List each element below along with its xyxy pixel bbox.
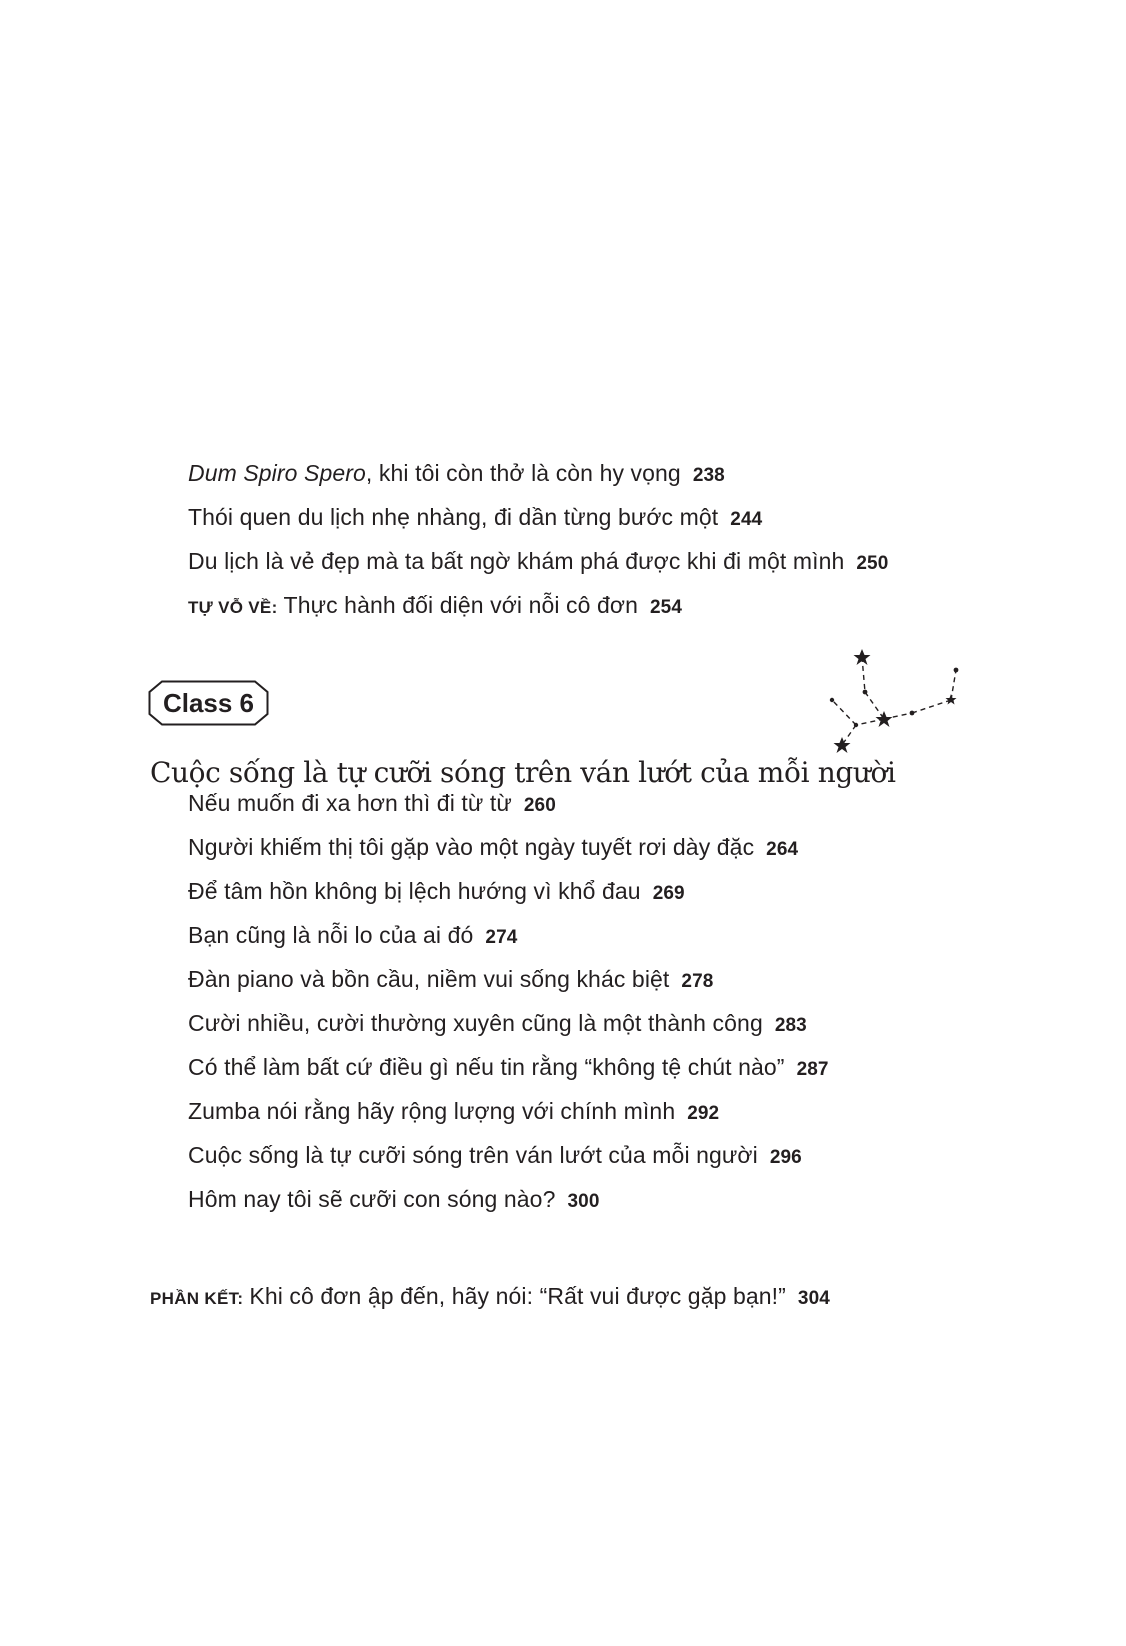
toc-entry (188, 502, 762, 535)
entry-page-number: 292 (687, 1103, 720, 1124)
entry-title: Cười nhiều, cười thường xuyên cũng là một thành công (188, 1010, 763, 1036)
toc-entry (188, 1140, 802, 1173)
entry-page-number: 260 (523, 795, 556, 816)
entry-title: Zumba nói rằng hãy rộng lượng với chính mình (188, 1098, 676, 1124)
entry-label: PHẦN KẾT: (150, 1289, 244, 1308)
entry-page-number: 287 (796, 1059, 829, 1080)
toc-entry-dum-spiro-spero (188, 458, 725, 491)
entry-title: Người khiếm thị tôi gặp vào một ngày tuyết rơi dày đặc (188, 834, 755, 860)
entry-page-number: 274 (485, 927, 518, 948)
constellation-icon (800, 640, 970, 760)
toc-entry (188, 1096, 719, 1129)
toc-entry (188, 546, 888, 579)
entry-title: Cuộc sống là tự cưỡi sóng trên ván lướt của mỗi người (188, 1142, 758, 1168)
entry-title: Có thể làm bất cứ điều gì nếu tin rằng “không tệ chút nào” (188, 1054, 785, 1080)
chapter-title: Cuộc sống là tự cưỡi sóng trên ván lướt của mỗi người (150, 756, 896, 789)
entry-title: Thói quen du lịch nhẹ nhàng, đi dần từng bước một (188, 504, 719, 530)
entry-page-number: 278 (681, 971, 714, 992)
entry-title: Bạn cũng là nỗi lo của ai đó (188, 922, 474, 948)
entry-title: , khi tôi còn thở là còn hy vọng (365, 460, 681, 486)
entry-title: Hôm nay tôi sẽ cưỡi con sóng nào? (188, 1186, 556, 1212)
entry-title: Thực hành đối diện với nỗi cô đơn (283, 592, 639, 618)
entry-title: Đàn piano và bồn cầu, niềm vui sống khác biệt (188, 966, 670, 992)
toc-entry-epilogue (150, 1281, 830, 1314)
toc-entry (188, 832, 798, 865)
entry-title: Để tâm hồn không bị lệch hướng vì khổ đau (188, 878, 641, 904)
toc-entry (188, 1052, 829, 1085)
toc-entry (188, 1184, 600, 1217)
class-badge-label: Class 6 (162, 688, 255, 718)
toc-entry (188, 788, 556, 821)
toc-entry-self-soothing (188, 590, 682, 623)
toc-entry (188, 964, 713, 997)
toc-entry (188, 920, 517, 953)
entry-title: Khi cô đơn ập đến, hãy nói: “Rất vui được gặp bạn!” (249, 1283, 786, 1309)
entry-title: Nếu muốn đi xa hơn thì đi từ từ (188, 790, 512, 816)
entry-page-number: 269 (652, 883, 685, 904)
toc-entry (188, 876, 685, 909)
entry-page-number: 250 (856, 553, 889, 574)
entry-page-number: 296 (769, 1147, 802, 1168)
entry-page-number: 244 (730, 509, 763, 530)
entry-page-number: 304 (797, 1288, 830, 1309)
entry-page-number: 300 (567, 1191, 600, 1212)
entry-page-number: 283 (774, 1015, 807, 1036)
entry-page-number: 254 (650, 597, 683, 618)
class-badge (148, 680, 269, 726)
entry-title: Du lịch là vẻ đẹp mà ta bất ngờ khám phá được khi đi một mình (188, 548, 845, 574)
entry-page-number: 264 (766, 839, 799, 860)
entry-label: TỰ VỖ VỀ: (188, 598, 278, 617)
toc-entry (188, 1008, 807, 1041)
entry-page-number: 238 (692, 465, 725, 486)
entry-italic-title: Dum Spiro Spero (188, 460, 366, 486)
